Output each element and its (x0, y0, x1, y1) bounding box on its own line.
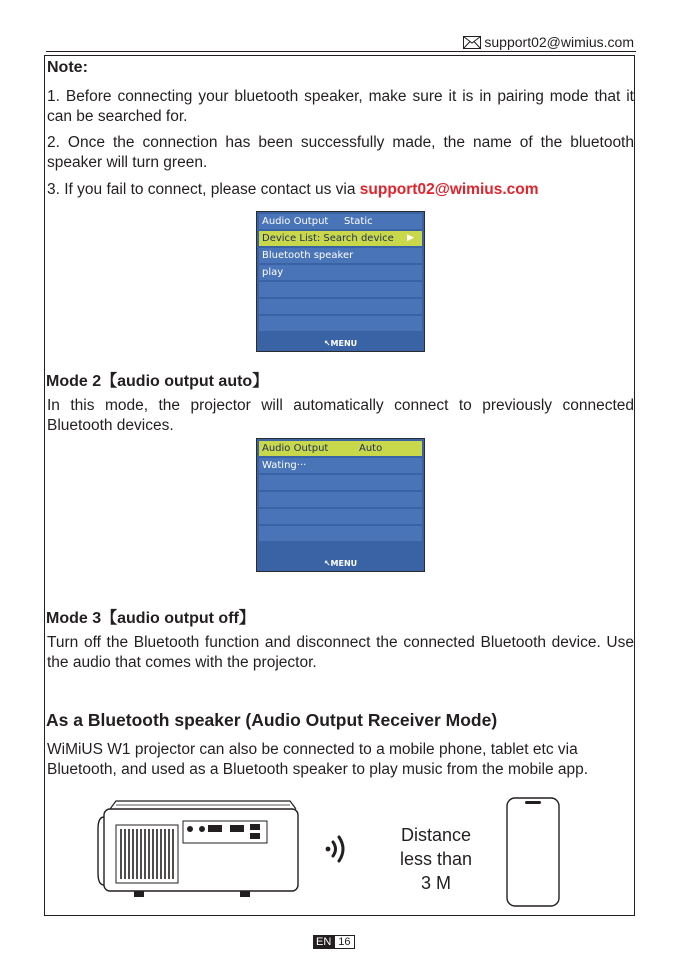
note-item-2: 2. Once the connection has been successfully made, the name of the bluetooth speaker will turn green. (47, 134, 634, 171)
header-email-text: support02@wimius.com (484, 34, 634, 50)
menu-footer: ↖MENU (323, 339, 358, 348)
note-title: Note: (47, 59, 88, 76)
header-email (463, 34, 634, 50)
menu-row-empty (259, 492, 422, 507)
page-number-badge (313, 935, 355, 949)
menu-row-waiting: Wating··· (259, 458, 422, 473)
note-item-1: 1. Before connecting your bluetooth speaker, make sure it is in pairing mode that it can be searched for. (47, 88, 634, 125)
bluetooth-signal-icon (323, 831, 353, 867)
mode3-text: Turn off the Bluetooth function and disconnect the connected Bluetooth device. Use the audio that comes with the projector. (47, 634, 634, 671)
menu-row-audio-output: Audio Output Static (259, 214, 422, 229)
menu-row-empty (259, 299, 422, 314)
mode2-title: Mode 2【audio output auto】 (46, 373, 269, 390)
header-rule (46, 51, 636, 52)
projector-image (90, 797, 310, 907)
back-arrow-icon: ↖ (323, 559, 331, 568)
mode2-text: In this mode, the projector will automatically connect to previously connected Bluetooth devices. (47, 397, 634, 434)
note-item-3: 3. If you fail to connect, please contact us via support02@wimius.com (47, 181, 539, 198)
menu-row-audio-output: Audio Output Auto (259, 441, 422, 456)
page-number: 16 (334, 935, 354, 949)
menu-row-bluetooth-speaker: Bluetooth speaker (259, 248, 422, 263)
language-label: EN (313, 935, 334, 949)
speaker-section-text: WiMiUS W1 projector can also be connected to a mobile phone, tablet etc via Bluetooth, and used as a Bluetooth speaker to play music from the mobile app. (47, 741, 589, 778)
menu-row-device-list: Device List: Search device ▶ (259, 231, 422, 246)
menu-row-empty (259, 282, 422, 297)
menu-row-empty (259, 316, 422, 331)
mode3-title: Mode 3【audio output off】 (46, 610, 255, 627)
menu-screenshot-static (256, 211, 425, 352)
envelope-icon (463, 36, 481, 49)
back-arrow-icon: ↖ (323, 339, 331, 348)
distance-label: Distance less than 3 M (399, 825, 473, 893)
phone-image (505, 796, 561, 908)
menu-row-empty (259, 526, 422, 541)
menu-row-play: play (259, 265, 422, 280)
menu-row-empty (259, 475, 422, 490)
contact-email: support02@wimius.com (359, 181, 539, 198)
menu-screenshot-auto (256, 438, 425, 572)
speaker-section-title: As a Bluetooth speaker (Audio Output Receiver Mode) (46, 710, 498, 730)
menu-footer: ↖MENU (323, 559, 358, 568)
play-arrow-icon: ▶ (407, 233, 414, 243)
menu-row-empty (259, 509, 422, 524)
